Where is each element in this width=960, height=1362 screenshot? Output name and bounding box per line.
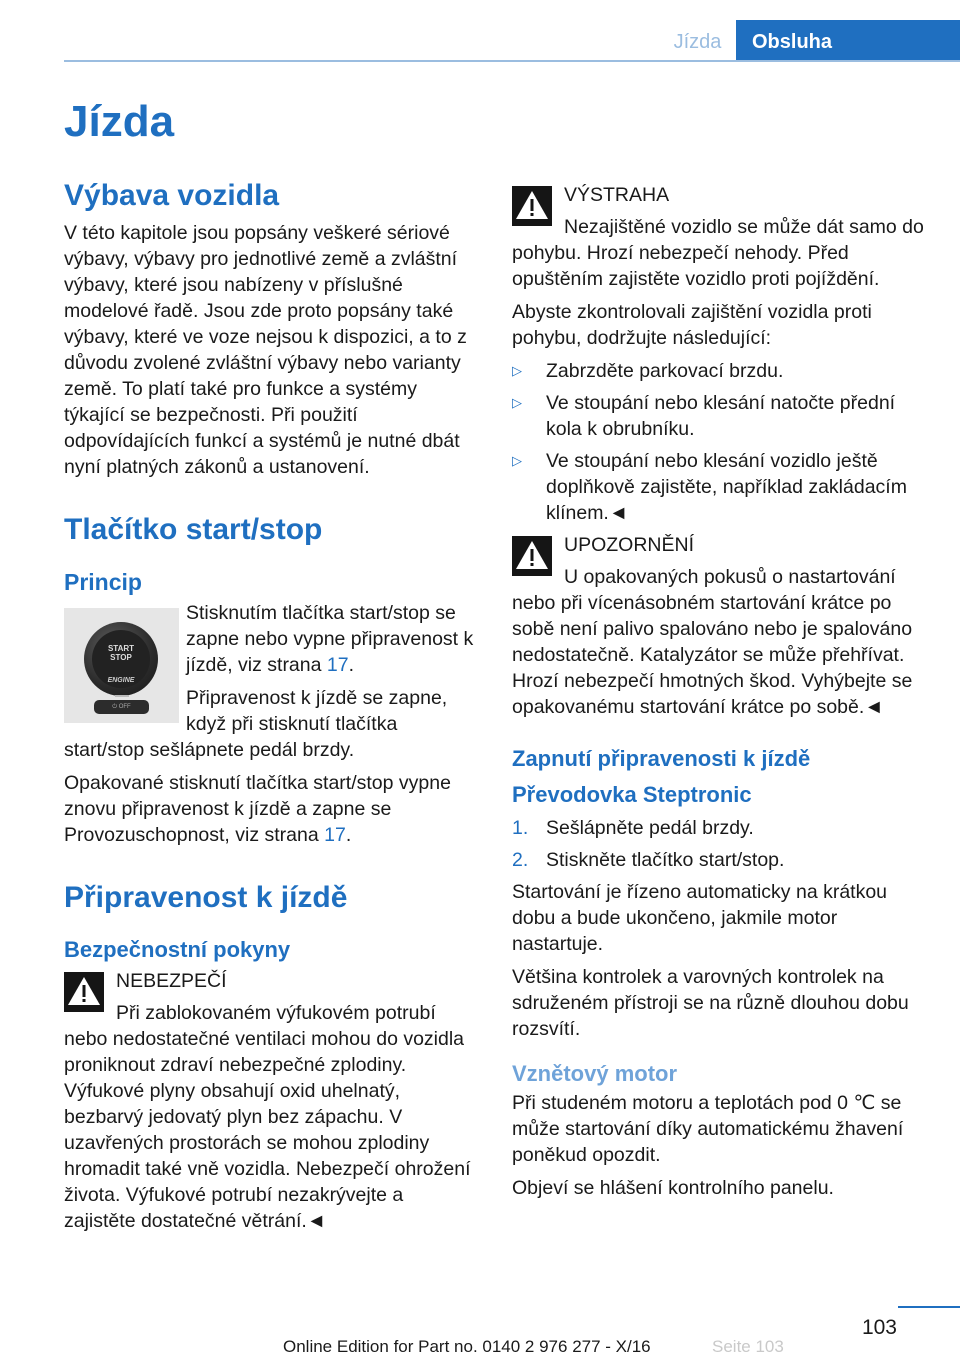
header-rule [64,60,960,62]
step-number: 1. [512,817,529,839]
warning-text: Nezajištěné vozidlo se může dát samo do pohybu. Hrozí nebezpečí nehody. Před opuštěním zajistěte vozidlo proti pojíždění. [512,216,924,290]
warning-notice [512,182,928,299]
left-column [64,178,478,1241]
paragraph-start-1: Startování je řízeno automaticky na krátkou dobu a bude ukončeno, jakmile motor nastartuje. [512,881,888,955]
triangle-bullet-icon: ▷ [512,363,522,378]
start-stop-button-image [64,608,179,723]
page-title: Jízda [64,97,175,146]
heading-switch-on: Zapnutí připravenosti k jízdě [512,746,811,771]
danger-text: Při zablokovaném výfukovém potrubí nebo nedostatečné ventilaci mohou do vozidla proniknout zdraví nebezpečné zplodiny. Výfukové plyny obsahují oxid uhelnatý, bezbarvý jedovatý plyn bez zápachu. V uzavřených prostorách se mohou zplodiny hromadit také vně vozidla. Nebezpečí ohrožení života. Výfukové potrubí nezakrývejte a zajistěte dostatečné větrání.◄ [64,1002,471,1232]
header-tab-jizda: Jízda [673,31,722,53]
knob-label-engine: ENGINE [107,677,135,684]
danger-notice [64,968,478,1241]
start-stop-knob-face [92,630,150,688]
triangle-bullet-icon: ▷ [512,395,522,410]
heading-readiness: Připravenost k jízdě [64,881,348,914]
page-link-17[interactable]: 17 [326,654,349,676]
paragraph-principle-1: Stisknutím tlačítka start/stop se zapne nebo vypne připravenost k jízdě, viz strana 17. [186,602,474,676]
paragraph-principle-3: Opakované stisknutí tlačítka start/stop vypne znovu připravenost k jízdě a zapne se Provozuschopnost, viz strana 17. [64,772,451,846]
page-link-17-b[interactable]: 17 [324,824,346,846]
heading-diesel: Vznětový motor [512,1061,678,1086]
paragraph-diesel-2: Objeví se hlášení kontrolního panelu. [512,1177,834,1199]
warning-triangle-icon [512,536,552,576]
caution-heading: UPOZORNĚNÍ [564,534,695,556]
header-tab-obsluha: Obsluha [736,20,960,62]
watermark: Seite 103 [712,1337,784,1356]
danger-heading: NEBEZPEČÍ [116,970,227,992]
list-item: ▷ Zabrzděte parkovací brzdu. [512,360,784,382]
caution-notice [512,532,928,727]
paragraph-diesel-1: Při studeném motoru a teplotách pod 0 ℃ se může startování díky automatickému žhavení poněkud opozdit. [512,1092,904,1166]
footer-rule [898,1306,960,1308]
heading-principle: Princip [64,569,142,595]
warning-heading: VÝSTRAHA [564,184,670,206]
indicator-dash [115,695,129,697]
heading-steptronic: Převodovka Steptronic [512,782,752,807]
step-number: 2. [512,849,529,871]
list-item: 2. Stiskněte tlačítko start/stop. [512,849,785,871]
warning-triangle-icon [512,186,552,226]
warning-triangle-icon [64,972,104,1012]
right-column [512,182,928,1208]
page-number: 103 [861,1316,897,1339]
secure-steps-list [512,358,928,526]
start-stop-knob [84,622,158,696]
list-item: 1. Sešlápněte pedál brzdy. [512,817,754,839]
triangle-bullet-icon: ▷ [512,453,522,468]
heading-equipment: Výbava vozidla [64,179,280,212]
paragraph-principle-2: Připravenost k jízdě se zapne, když při stisknutí tlačítka start/stop sešlápnete pedál brzdy. [64,687,448,761]
principle-block [64,600,478,770]
caution-text: U opakovaných pokusů o nastartování nebo při vícenásobném startování krátce po sobě není palivo spalováno nebo je spalováno nedostatečně. Katalyzátor se může přehřívat. Hrozí nebezpečí hmotných škod. Vyhýbejte se opakovanému startování krátce po sobě.◄ [512,566,913,718]
paragraph-secure: Abyste zkontrolovali zajištění vozidla proti pohybu, dodržujte následující: [512,301,872,349]
heading-safety: Bezpečnostní pokyny [64,937,291,962]
list-item: ▷ Ve stoupání nebo klesání vozidlo ještě doplňkově zajistěte, například zakládacím klínem.◄ [512,450,907,524]
heading-start-stop-button: Tlačítko start/stop [64,513,323,546]
list-item: ▷ Ve stoupání nebo klesání natočte přední kola k obrubníku. [512,392,896,440]
paragraph-start-2: Většina kontrolek a varovných kontrolek na sdruženém přístroji se na různě dlouhou dobu rozsvítí. [512,966,909,1040]
start-steps-list [512,815,928,873]
knob-label-start-stop: START STOP [107,644,135,662]
edition-line: Online Edition for Part no. 0140 2 976 277 - X/16 [283,1337,651,1356]
off-button-label: ⏻ OFF [94,700,149,714]
paragraph-equipment: V této kapitole jsou popsány veškeré sériové výbavy, výbavy pro jednotlivé země a zvláštní výbavy, které jsou nabízeny v příslušné modelové řadě. Jsou zde proto popsány také výbavy, které ve voze nejsou k dispozici, a to z důvodu zvolené zvláštní výbavy nebo varianty země. To platí také pro funkce a systémy týkající se bezpečnosti. Při použití odpovídajících funkcí a systémů je nutné dbát nyní platných zákonů a ustanovení. [64,222,467,478]
